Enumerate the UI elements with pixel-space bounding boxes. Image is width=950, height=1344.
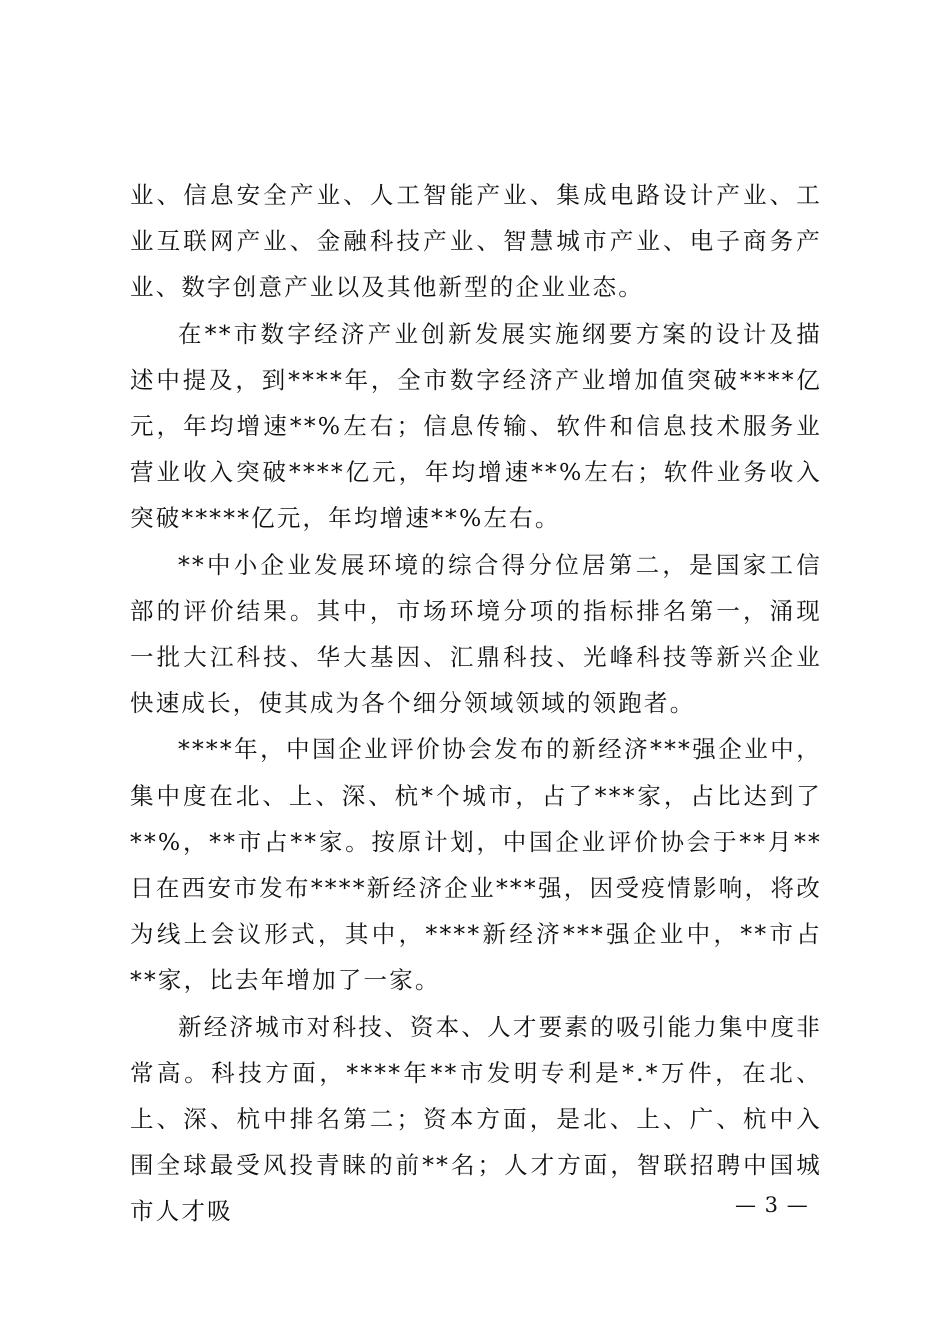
paragraph-new-economy-top-enterprises: ****年，中国企业评价协会发布的新经济***强企业中，集中度在北、上、深、杭*个城市，占了***家，占比达到了**%，**市占**家。按原计划，中国企业评价协会于**月**日在西安市发布****新经济企业***强，因受疫情影响，将改为线上会议形式，其中，****新经济***强企业中，**市占**家，比去年增加了一家。 (130, 735, 822, 995)
paragraph-sme-environment: **中小企业发展环境的综合得分位居第二，是国家工信部的评价结果。其中，市场环境分项的指标排名第一，涌现一批大江科技、华大基因、汇鼎科技、光峰科技等新兴企业快速成长，使其成为各个细分领域领域的领跑者。 (130, 550, 822, 718)
paragraph-digital-economy-plan: 在**市数字经济产业创新发展实施纲要方案的设计及描述中提及，到****年，全市数字经济产业增加值突破****亿元，年均增速**%左右；信息传输、软件和信息技术服务业营业收入突破****亿元，年均增速**%左右；软件业务收入突破*****亿元，年均增速**%左右。 (130, 319, 822, 533)
body-text (130, 172, 822, 1235)
paragraph-continuation: 业、信息安全产业、人工智能产业、集成电路设计产业、工业互联网产业、金融科技产业、智慧城市产业、电子商务产业、数字创意产业以及其他新型的企业业态。 (130, 181, 822, 302)
page-number: — 3 — (735, 1193, 809, 1217)
paragraph-city-attraction: 新经济城市对科技、资本、人才要素的吸引能力集中度非常高。科技方面，****年**市发明专利是*.*万件，在北、上、深、杭中排名第二；资本方面，是北、上、广、杭中入围全球最受风投青睐的前**名；人才方面，智联招聘中国城市人才吸 (130, 1012, 822, 1226)
